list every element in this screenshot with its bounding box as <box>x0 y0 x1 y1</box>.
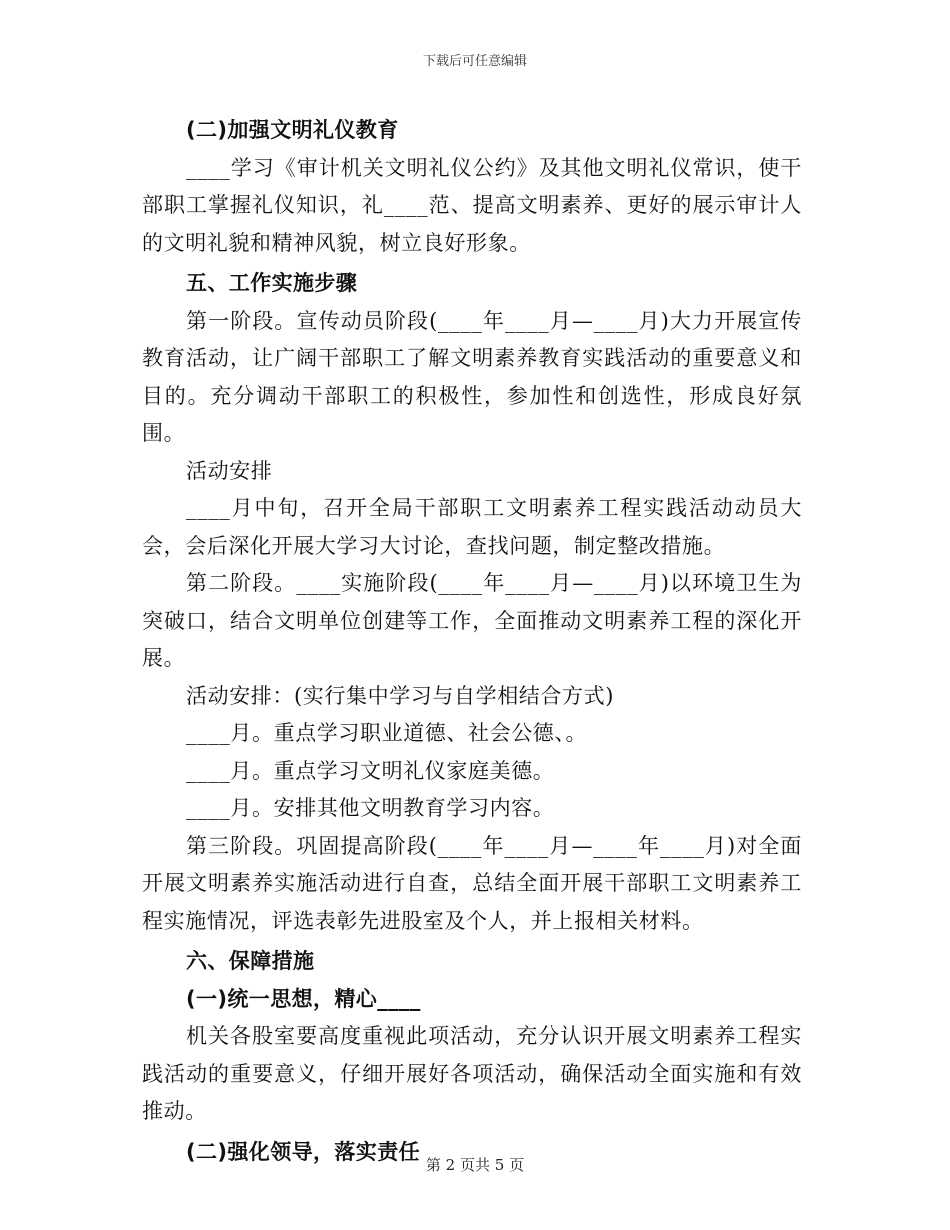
heading-guarantee-measures: 六、保障措施 <box>186 949 315 973</box>
paragraph-unify-thinking: 机关各股室要高度重视此项活动，充分认识开展文明素养工程实践活动的重要意义，仔细开展好各项活动，确保活动全面实施和有效推动。 <box>142 1024 802 1123</box>
heading-implementation-steps: 五、工作实施步骤 <box>186 271 358 295</box>
paragraph-etiquette: ____学习《审计机关文明礼仪公约》及其他文明礼仪常识，使干部职工掌握礼仪知识，礼____范、提高文明素养、更好的展示审计人的文明礼貌和精神风貌，树立良好形象。 <box>142 155 802 255</box>
heading-etiquette-education: (二)加强文明礼仪教育 <box>186 118 399 142</box>
document-body <box>142 112 802 1171</box>
page-footer: 第 2 页共 5 页 <box>425 1156 525 1174</box>
paragraph-stage-two: 第二阶段。____实施阶段(____年____月—____月)以环境卫生为突破口，结合文明单位创建等工作，全面推动文明素养工程的深化开展。 <box>142 571 802 670</box>
page-header: 下载后可任意编辑 <box>422 54 527 69</box>
heading-unify-thinking: (一)统一思想，精心____ <box>186 986 421 1011</box>
paragraph-month-item-2: ____月。重点学习文明礼仪家庭美德。 <box>186 758 555 783</box>
paragraph-activity-arrangement-2: 活动安排：(实行集中学习与自学相结合方式) <box>186 683 614 708</box>
paragraph-activity-arrangement-1: 活动安排 <box>186 458 273 483</box>
paragraph-month-item-3: ____月。安排其他文明教育学习内容。 <box>186 796 555 820</box>
paragraph-mid-month-meeting: ____月中旬，召开全局干部职工文明素养工程实践活动动员大会，会后深化开展大学习大讨论，查找问题，制定整改措施。 <box>142 496 802 558</box>
paragraph-stage-one: 第一阶段。宣传动员阶段(____年____月—____月)大力开展宣传教育活动，让广阔干部职工了解文明素养教育实践活动的重要意义和目的。充分调动干部职工的积极性，参加性和创选性，形成良好氛围。 <box>142 308 802 445</box>
paragraph-month-item-1: ____月。重点学习职业道德、社会公德、。 <box>186 721 588 745</box>
heading-strengthen-leadership: (二)强化领导，落实责任 <box>186 1139 420 1164</box>
paragraph-stage-three: 第三阶段。巩固提高阶段(____年____月—____年____月)对全面开展文明素养实施活动进行自查，总结全面开展干部职工文明素养工程实施情况，评选表彰先进股室及个人，并上报相关材料。 <box>142 833 802 933</box>
